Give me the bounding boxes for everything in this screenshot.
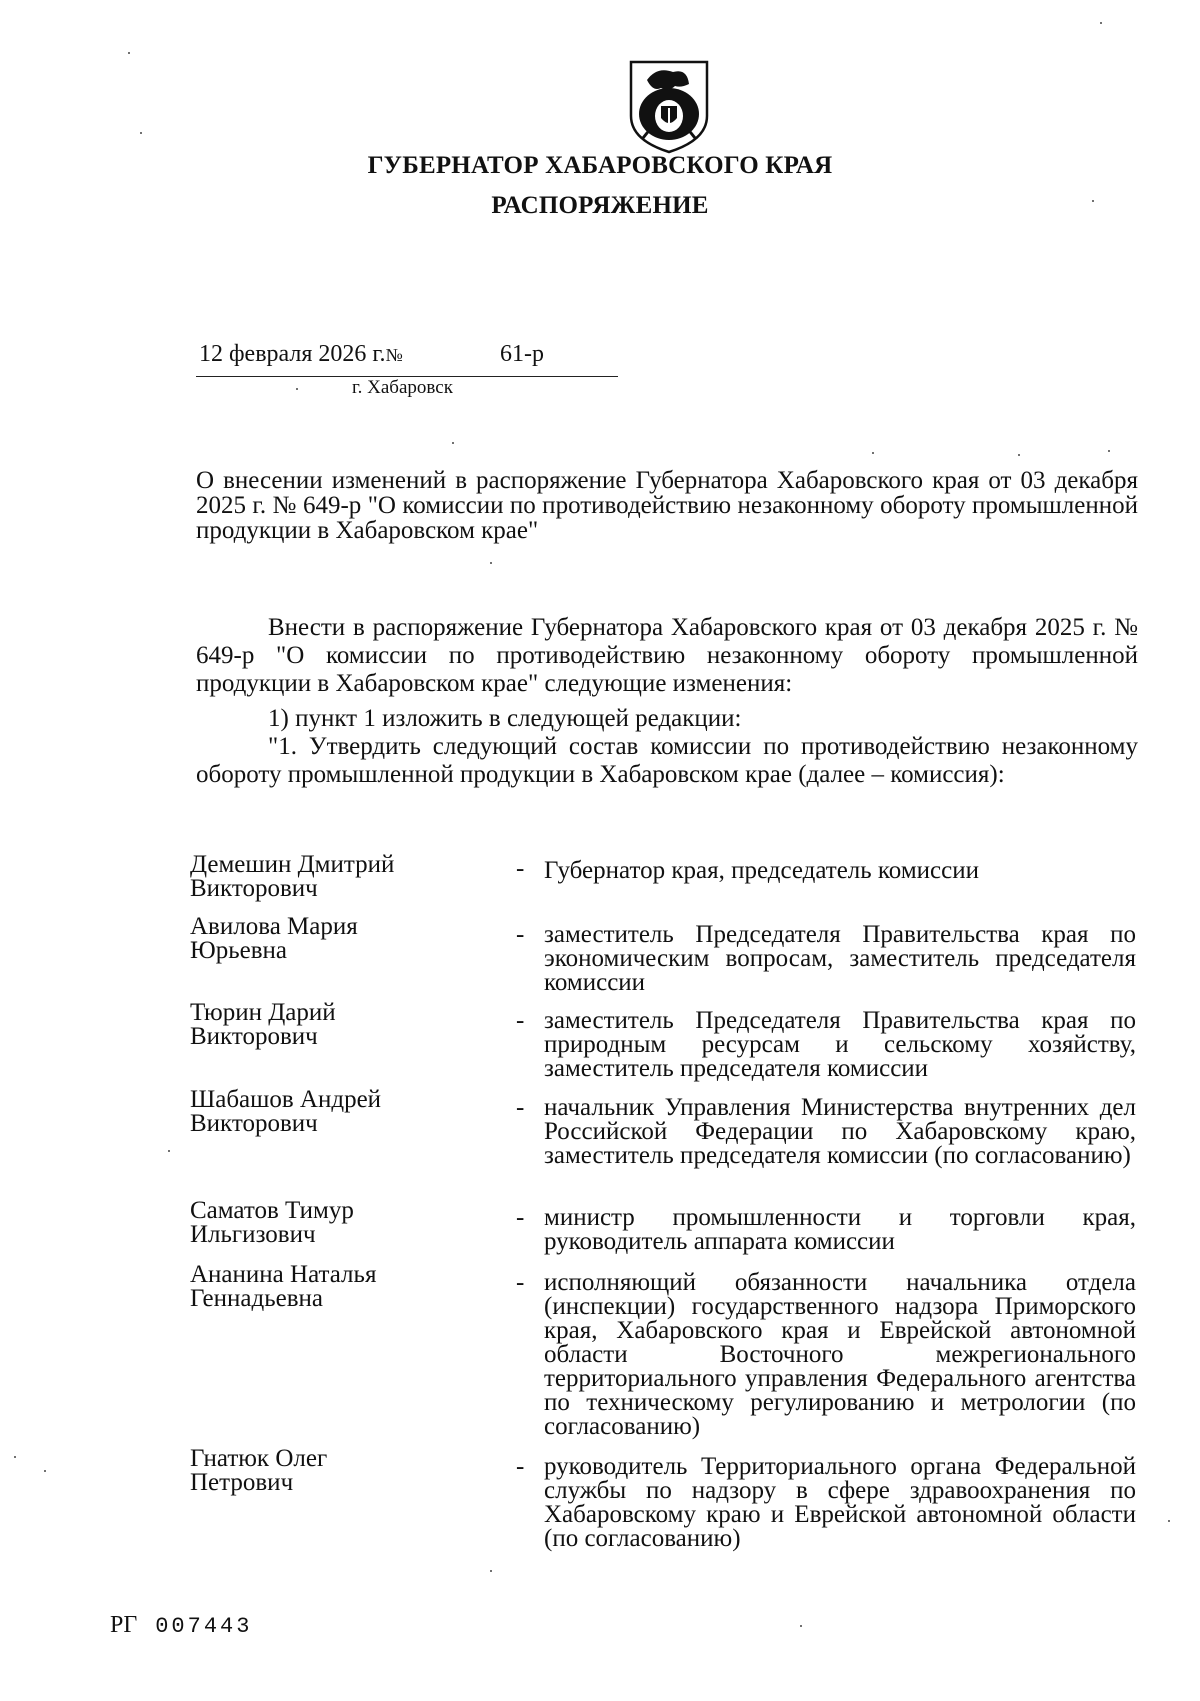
scan-speck — [1092, 200, 1094, 202]
number-sign: № — [385, 345, 403, 365]
scan-speck — [452, 442, 454, 444]
member-name: Саматов Тимур Ильгизович — [190, 1197, 354, 1248]
member-dash: - — [516, 1269, 525, 1296]
document-city: г. Хабаровск — [352, 377, 453, 398]
form-serial-stamp — [110, 1612, 252, 1639]
scan-speck — [1018, 454, 1020, 456]
scan-speck — [168, 1150, 170, 1152]
scan-speck — [14, 1456, 16, 1458]
member-dash: - — [516, 1094, 525, 1121]
intro-paragraph: Внести в распоряжение Губернатора Хабаровского края от 03 декабря 2025 г. № 649-р "О комиссии по противодействию незаконному обороту промышленной продукции в Хабаровском крае" следующие изменения: — [196, 614, 1138, 697]
scan-speck — [296, 388, 298, 390]
document-date: 12 февраля 2026 г.№ — [199, 341, 403, 367]
issuing-authority: ГУБЕРНАТОР ХАБАРОВСКОГО КРАЯ — [367, 152, 833, 179]
clause-paragraph: "1. Утвердить следующий состав комиссии по противодействию незаконному обороту промышленной продукции в Хабаровском крае (далее – комиссия): — [196, 733, 1138, 788]
member-role: Губернатор края, председатель комиссии — [544, 857, 979, 884]
scan-speck — [490, 562, 492, 564]
member-role: начальник Управления Министерства внутренних дел Российской Федерации по Хабаровскому краю, заместитель председателя комиссии (по согласованию) — [544, 1094, 1136, 1169]
scan-speck — [140, 132, 142, 134]
scan-speck — [1108, 450, 1110, 452]
scan-speck — [872, 452, 874, 454]
coat-of-arms-icon — [625, 58, 713, 154]
member-dash: - — [516, 855, 525, 882]
member-name: Авилова Мария Юрьевна — [190, 913, 358, 964]
scan-speck — [490, 1570, 492, 1572]
member-dash: - — [516, 1453, 525, 1480]
scan-speck — [1168, 1520, 1170, 1522]
member-role: руководитель Территориального органа Федеральной службы по надзору в сфере здравоохранения по Хабаровскому краю и Еврейской автономной области (по согласованию) — [544, 1453, 1136, 1552]
date-number-line — [196, 340, 618, 377]
member-dash: - — [516, 1007, 525, 1034]
member-name: Ананина Наталья Геннадьевна — [190, 1261, 377, 1312]
member-role: заместитель Председателя Правительства края по природным ресурсам и сельскому хозяйству, заместитель председателя комиссии — [544, 1007, 1136, 1082]
form-serial-number: 007443 — [155, 1614, 253, 1639]
member-dash: - — [516, 1204, 525, 1231]
document-number: 61-р — [500, 341, 544, 367]
member-dash: - — [516, 921, 525, 948]
member-role: министр промышленности и торговли края, руководитель аппарата комиссии — [544, 1204, 1136, 1255]
member-name: Шабашов Андрей Викторович — [190, 1086, 382, 1137]
scan-speck — [800, 1625, 802, 1627]
scan-speck — [128, 52, 130, 54]
member-name: Тюрин Дарий Викторович — [190, 999, 336, 1050]
scan-speck — [44, 1470, 46, 1472]
document-type: РАСПОРЯЖЕНИЕ — [491, 192, 709, 219]
document-subject: О внесении изменений в распоряжение Губернатора Хабаровского края от 03 декабря 2025 г. № 649-р "О комиссии по противодействию незаконному обороту промышленной продукции в Хабаровском крае" — [196, 467, 1138, 544]
member-role: исполняющий обязанности начальника отдела (инспекции) государственного надзора Приморского края, Хабаровского края и Еврейской автономной области Восточного межрегионального территориального управления Федерального агентства по техническому регулированию и метрологии (по согласованию) — [544, 1269, 1136, 1440]
member-name: Гнатюк Олег Петрович — [190, 1445, 328, 1496]
item-1-paragraph: 1) пункт 1 изложить в следующей редакции: — [268, 705, 742, 732]
member-role: заместитель Председателя Правительства края по экономическим вопросам, заместитель председателя комиссии — [544, 921, 1136, 996]
form-series: РГ — [110, 1612, 138, 1638]
member-name: Демешин Дмитрий Викторович — [190, 851, 395, 902]
scan-speck — [1100, 22, 1102, 24]
